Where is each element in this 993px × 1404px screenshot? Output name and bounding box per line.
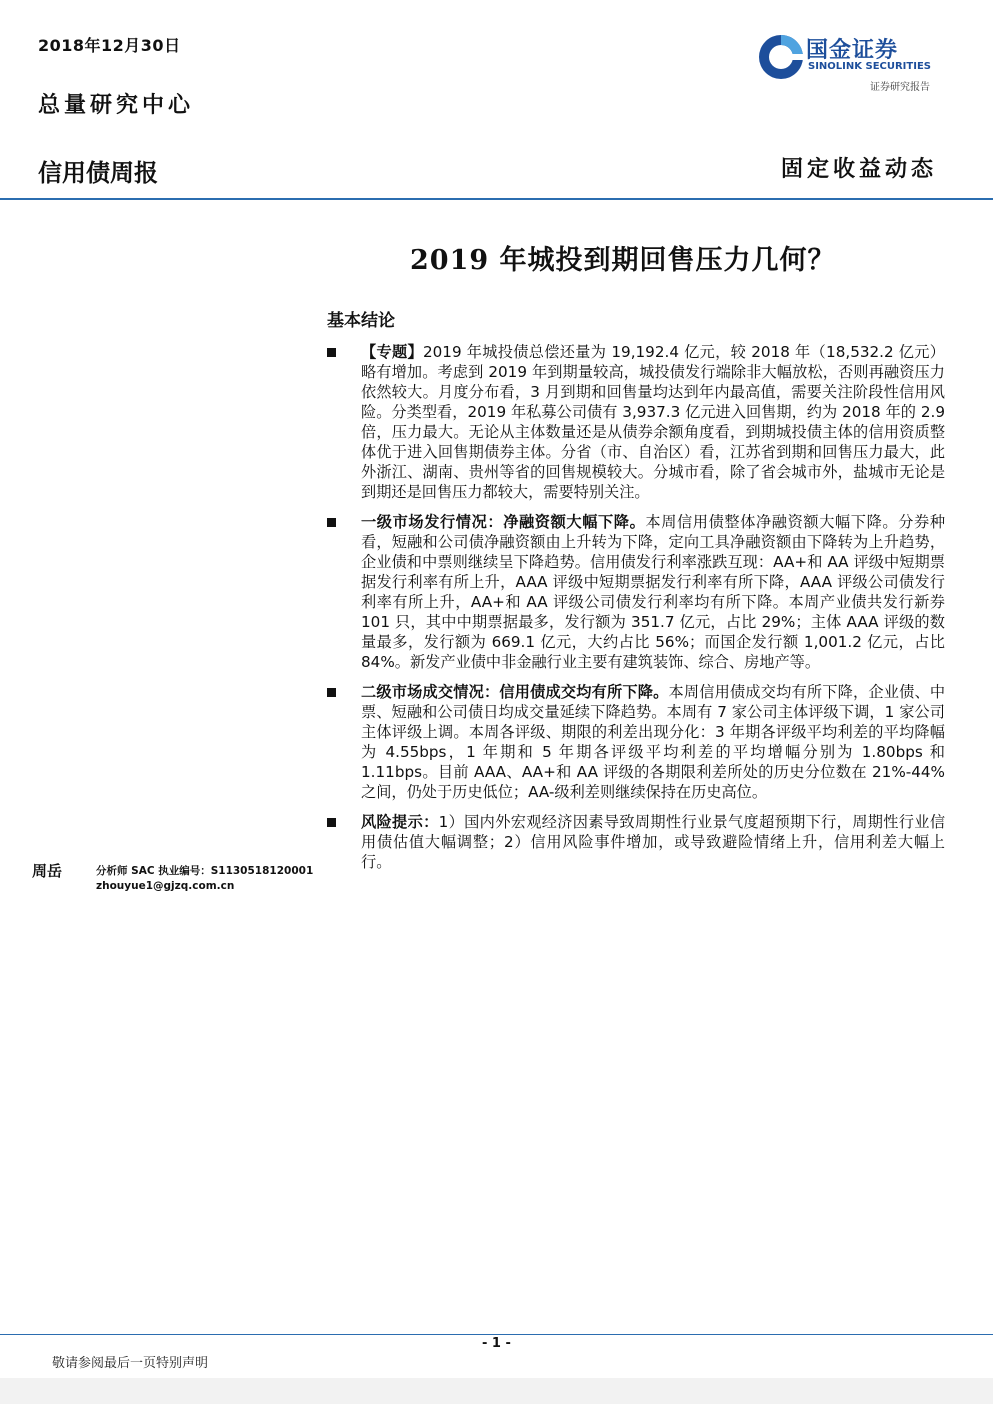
list-item [327, 512, 945, 672]
report-type: 信用债周报 [38, 159, 158, 187]
section-title: 基本结论 [327, 311, 395, 331]
disclaimer-note: 敬请参阅最后一页特别声明 [52, 1356, 209, 1371]
bullet-square-icon [327, 518, 336, 527]
bullet-lead: 一级市场发行情况：净融资额大幅下降。 [361, 513, 646, 531]
bullet-square-icon [327, 818, 336, 827]
bullet-lead: 风险提示： [361, 813, 439, 831]
logo-subtitle: 证券研究报告 [870, 82, 930, 93]
header-divider [0, 198, 993, 200]
page-number: - 1 - [482, 1336, 511, 1351]
bullet-text: 本周信用债整体净融资额大幅下降。分券种看，短融和公司债净融资额由上升转为下降，定向工具净融资额由下降转为上升趋势，企业债和中票则继续呈下降趋势。信用债发行利率涨跌互现：AA+和 AA 评级中短期票据发行利率有所上升，AAA 评级中短期票据发行利率有所下降，AAA 评级公司债发行利率有所上升，AA+和 AA 评级公司债发行利率均有所下降。本周产业债共发行新券 101 只，其中中期票据最多，发行额为 351.7 亿元，占比 29%；主体 AAA 评级的数量最多，发行额为 669.1 亿元，大约占比 56%；而国企发行额 1,001.2 亿元，占比 84%。新发产业债中非金融行业主要有建筑装饰、综合、房地产等。 [361, 513, 946, 671]
footer-band [0, 1378, 993, 1404]
bullet-square-icon [327, 348, 336, 357]
bullet-text: 本周信用债成交均有所下降，企业债、中票、短融和公司债日均成交量延续下降趋势。本周有 7 家公司主体评级下调，1 家公司主体评级上调。本周各评级、期限的利差出现分化：3 年期各评级平均利差的平均降幅为 4.55bps，1 年期和 5 年期各评级平均利差的平均增幅分别为 1.80bps 和 1.11bps。目前 AAA、AA+和 AA 评级的各期限利差所处的历史分位数在 21%-44%之间，仍处于历史低位；AA-级利差则继续保持在历史高位。 [361, 683, 946, 801]
logo-name-cn: 国金证券 [806, 38, 899, 63]
analyst-email[interactable]: zhouyue1@gjzq.com.cn [96, 880, 235, 892]
analyst-credential: 分析师 SAC 执业编号：S1130518120001 [96, 865, 314, 877]
list-item [327, 812, 945, 872]
report-title: 2019 年城投到期回售压力几何？ [410, 245, 836, 276]
author-name: 周岳 [32, 862, 63, 880]
conclusion-list [327, 342, 945, 882]
footer-divider [0, 1334, 993, 1335]
list-item [327, 342, 945, 502]
bullet-text: 1）国内外宏观经济因素导致周期性行业景气度超预期下行，周期性行业信用债估值大幅调整；2）信用风险事件增加，或导致避险情绪上升，信用利差大幅上行。 [361, 813, 946, 871]
report-column: 固定收益动态 [780, 156, 937, 182]
list-item [327, 682, 945, 802]
bullet-text: 2019 年城投债总偿还量为 19,192.4 亿元，较 2018 年（18,532.2 亿元）略有增加。考虑到 2019 年到期量较高，城投债发行端除非大幅放松，否则再融资压力依然较大。月度分布看，3 月到期和回售量均达到年内最高值，需要关注阶段性信用风险。分类型看，2019 年私募公司债有 3,937.3 亿元进入回售期，约为 2018 年的 2.9 倍，压力最大。无论从主体数量还是从债券余额角度看，到期城投债主体的信用资质整体优于进入回售期债券主体。分省（市、自治区）看，江苏省到期和回售压力最大，此外浙江、湖南、贵州等省的回售规模较大。分城市看，除了省会城市外，盐城市无论是到期还是回售压力都较大，需要特别关注。 [361, 343, 945, 501]
logo-mark-icon [756, 32, 806, 82]
research-center: 总量研究中心 [38, 92, 195, 118]
bullet-square-icon [327, 688, 336, 697]
report-date: 2018年12月30日 [38, 36, 181, 55]
logo-name-en: SINOLINK SECURITIES [808, 61, 931, 72]
bullet-lead: 二级市场成交情况：信用债成交均有所下降。 [361, 683, 669, 701]
analyst-info [96, 864, 313, 894]
bullet-lead: 【专题】 [361, 343, 423, 361]
